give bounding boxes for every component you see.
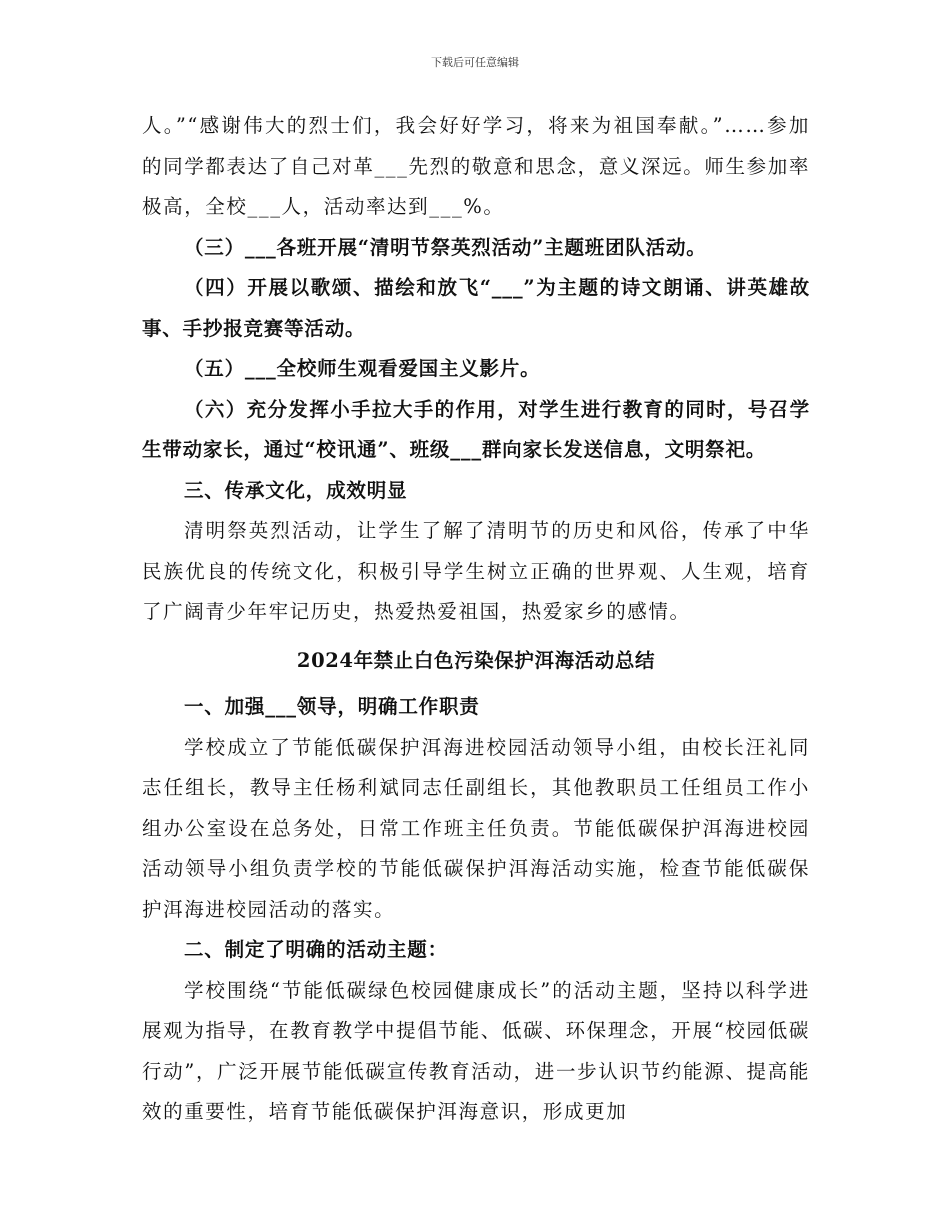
- document-title: 2024年禁止白色污染保护洱海活动总结: [296, 648, 656, 672]
- section-heading-one: 一、加强___领导，明确工作职责: [184, 695, 480, 718]
- paragraph-leadership: 学校成立了节能低碳保护洱海进校园活动领导小组，由校长汪礼同志任组长，教导主任杨利斌同志任副组长，其他教职员工任组员工作小组办公室设在总务处，日常工作班主任负责。节能低碳保护洱海进校园活动领导小组负责学校的节能低碳保护洱海活动实施，检查节能低碳保护洱海进校园活动的落实。: [142, 735, 810, 921]
- paragraph-culture: 清明祭英烈活动，让学生了解了清明节的历史和风俗，传承了中华民族优良的传统文化，积极引导学生树立正确的世界观、人生观，培育了广阔青少年牢记历史，热爱热爱祖国，热爱家乡的感情。: [142, 519, 810, 623]
- document-body: [142, 106, 810, 1133]
- paragraph-continuation: 人。”“感谢伟大的烈士们，我会好好学习，将来为祖国奉献。”……参加的同学都表达了自己对革___先烈的敬意和思念，意义深远。师生参加率极高，全校___人，活动率达到___%。: [142, 114, 810, 218]
- paragraph-theme: 学校围绕“节能低碳绿色校园健康成长”的活动主题，坚持以科学进展观为指导，在教育教学中提倡节能、低碳、环保理念，开展“校园低碳行动”，广泛开展节能低碳宣传教育活动，进一步认识节约能源、提高能效的重要性，培育节能低碳保护洱海意识，形成更加: [142, 978, 810, 1123]
- item-five: （五）___全校师生观看爱国主义影片。: [184, 357, 541, 380]
- page-header-note: 下载后可任意编辑: [431, 56, 519, 69]
- section-heading-two: 二、制定了明确的活动主题：: [184, 938, 448, 961]
- section-heading-three: 三、传承文化，成效明显: [184, 478, 408, 502]
- item-three: （三）___各班开展“清明节祭英烈活动”主题班团队活动。: [184, 235, 707, 259]
- item-six: （六）充分发挥小手拉大手的作用，对学生进行教育的同时，号召学生带动家长，通过“校讯通”、班级___群向家长发送信息，文明祭祀。: [142, 397, 810, 461]
- item-four: （四）开展以歌颂、描绘和放飞“___”为主题的诗文朗诵、讲英雄故事、手抄报竞赛等活动。: [142, 276, 810, 340]
